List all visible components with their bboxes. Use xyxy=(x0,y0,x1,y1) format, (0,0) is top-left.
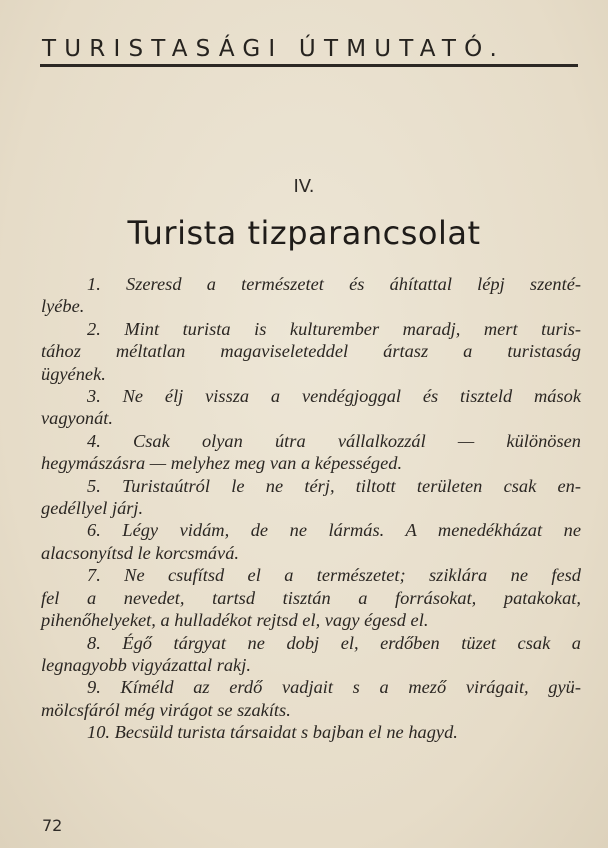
commandment-item xyxy=(41,430,581,475)
commandment-item xyxy=(41,721,581,743)
commandment-line: lyébe. xyxy=(41,296,85,317)
commandment-item xyxy=(41,318,581,385)
commandment-line: mölcsfáról még virágot se szakíts. xyxy=(41,699,291,720)
commandment-line: hegymászásra — melyhez meg van a képességed. xyxy=(41,453,403,474)
commandment-line: alacsonyítsd le korcsmává. xyxy=(41,542,239,563)
commandment-item xyxy=(41,519,581,564)
commandment-line: legnagyobb vigyázattal rakj. xyxy=(41,654,251,675)
commandment-line: ügyének. xyxy=(41,363,106,384)
commandment-line: 8. Égő tárgyat ne dobj el, erdőben tüzet csak a xyxy=(87,632,581,653)
page-title: Turista tizparancsolat xyxy=(127,214,481,252)
commandment-line: tához méltatlan magaviseleteddel ártasz a turistaság xyxy=(41,341,581,362)
header-rule xyxy=(40,64,578,67)
commandment-line: 4. Csak olyan útra vállalkozzál — különösen xyxy=(87,430,581,451)
page-number: 72 xyxy=(42,816,63,835)
commandment-line: vagyonát. xyxy=(41,408,114,429)
commandment-line: 9. Kíméld az erdő vadjait s a mező virágait, gyü- xyxy=(87,677,581,698)
commandment-line: 1. Szeresd a természetet és áhítattal lépj szenté- xyxy=(87,274,581,294)
commandment-item xyxy=(41,273,581,318)
running-head: TURISTASÁGI ÚTMUTATÓ. xyxy=(42,36,506,62)
commandment-line: 6. Légy vidám, de ne lármás. A menedékházat ne xyxy=(87,520,581,541)
commandment-line: gedéllyel járj. xyxy=(41,498,144,519)
commandment-item xyxy=(41,564,581,631)
commandment-line: 5. Turistaútról le ne térj, tiltott területen csak en- xyxy=(87,475,581,496)
commandment-line: fel a nevedet, tartsd tisztán a forrásokat, patakokat, xyxy=(41,587,581,608)
commandment-item xyxy=(41,632,581,677)
commandment-line: pihenőhelyeket, a hulladékot rejtsd el, vagy égesd el. xyxy=(41,610,429,631)
commandment-line: 10. Becsüld turista társaidat s bajban el ne hagyd. xyxy=(87,722,458,743)
commandments-list xyxy=(41,273,581,744)
commandment-item xyxy=(41,676,581,721)
commandment-line: 3. Ne élj vissza a vendégjoggal és tiszteld mások xyxy=(87,386,581,407)
commandment-line: 2. Mint turista is kulturember maradj, mert turis- xyxy=(87,318,581,339)
commandment-item xyxy=(41,475,581,520)
chapter-number: IV. xyxy=(293,176,315,197)
commandment-item xyxy=(41,385,581,430)
commandment-line: 7. Ne csufítsd el a természetet; sziklára ne fesd xyxy=(87,565,581,586)
